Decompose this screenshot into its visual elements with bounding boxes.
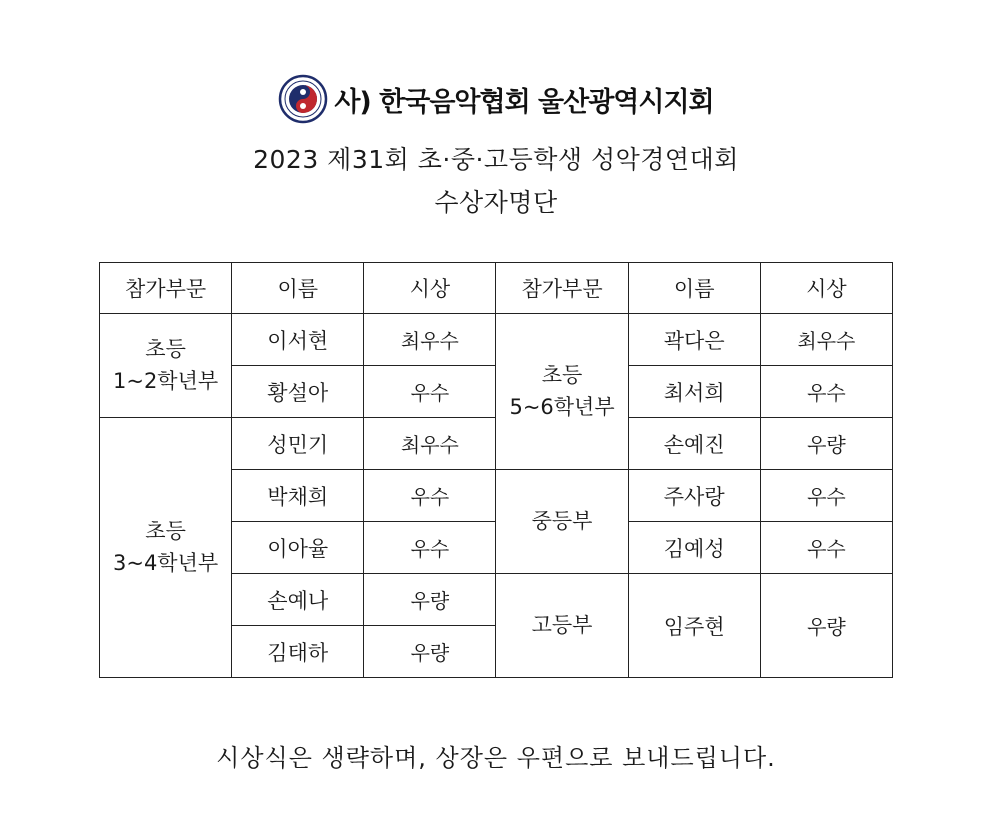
award-level: 우량 [760,574,892,678]
award-level: 최우수 [364,314,496,366]
table-row [100,314,893,366]
division-label: 초등 [541,363,583,387]
division-label: 초등 [145,337,186,361]
award-level: 우량 [364,626,496,678]
winner-name: 손예진 [628,418,760,470]
award-level: 최우수 [364,418,496,470]
award-level: 우수 [760,470,892,522]
korea-music-association-logo-icon [278,74,328,124]
division-grade: 5~6학년부 [509,394,615,419]
winner-name: 김태하 [232,626,364,678]
event-title: 2023 제31회 초·중·고등학생 성악경연대회 [253,145,739,174]
winner-name: 이서현 [232,314,364,366]
winner-name: 최서희 [628,366,760,418]
award-level: 우수 [364,522,496,574]
winner-name: 황설아 [232,366,364,418]
winner-name: 이아율 [232,522,364,574]
winner-name: 임주현 [628,574,760,678]
award-level: 우수 [364,470,496,522]
header-name: 이름 [628,263,760,314]
division-cell [496,314,628,470]
footer-note: 시상식은 생략하며, 상장은 우편으로 보내드립니다. [216,744,776,772]
award-level: 우수 [760,366,892,418]
header-division: 참가부문 [100,263,232,314]
table-header-row [100,263,893,314]
division-grade: 1~2학년부 [112,368,219,393]
header [0,74,992,124]
division-cell [100,418,232,678]
award-level: 최우수 [760,314,892,366]
award-level: 우수 [364,366,496,418]
header-name: 이름 [232,263,364,314]
winner-name: 김예성 [628,522,760,574]
award-table [99,262,893,678]
list-title: 수상자명단 [434,188,558,217]
header-award: 시상 [364,263,496,314]
division-cell: 고등부 [496,574,628,678]
division-label: 초등 [145,519,186,543]
division-grade: 3~4학년부 [112,550,219,575]
winner-name: 손예나 [232,574,364,626]
award-level: 우량 [364,574,496,626]
winner-name: 성민기 [232,418,364,470]
header-division: 참가부문 [496,263,628,314]
division-cell [100,314,232,418]
winner-name: 곽다은 [628,314,760,366]
organization-name: 사) 한국음악협회 울산광역시지회 [334,86,714,118]
award-level: 우수 [760,522,892,574]
winner-name: 박채희 [232,470,364,522]
winner-name: 주사랑 [628,470,760,522]
header-award: 시상 [760,263,892,314]
award-level: 우량 [760,418,892,470]
division-cell: 중등부 [496,470,628,574]
